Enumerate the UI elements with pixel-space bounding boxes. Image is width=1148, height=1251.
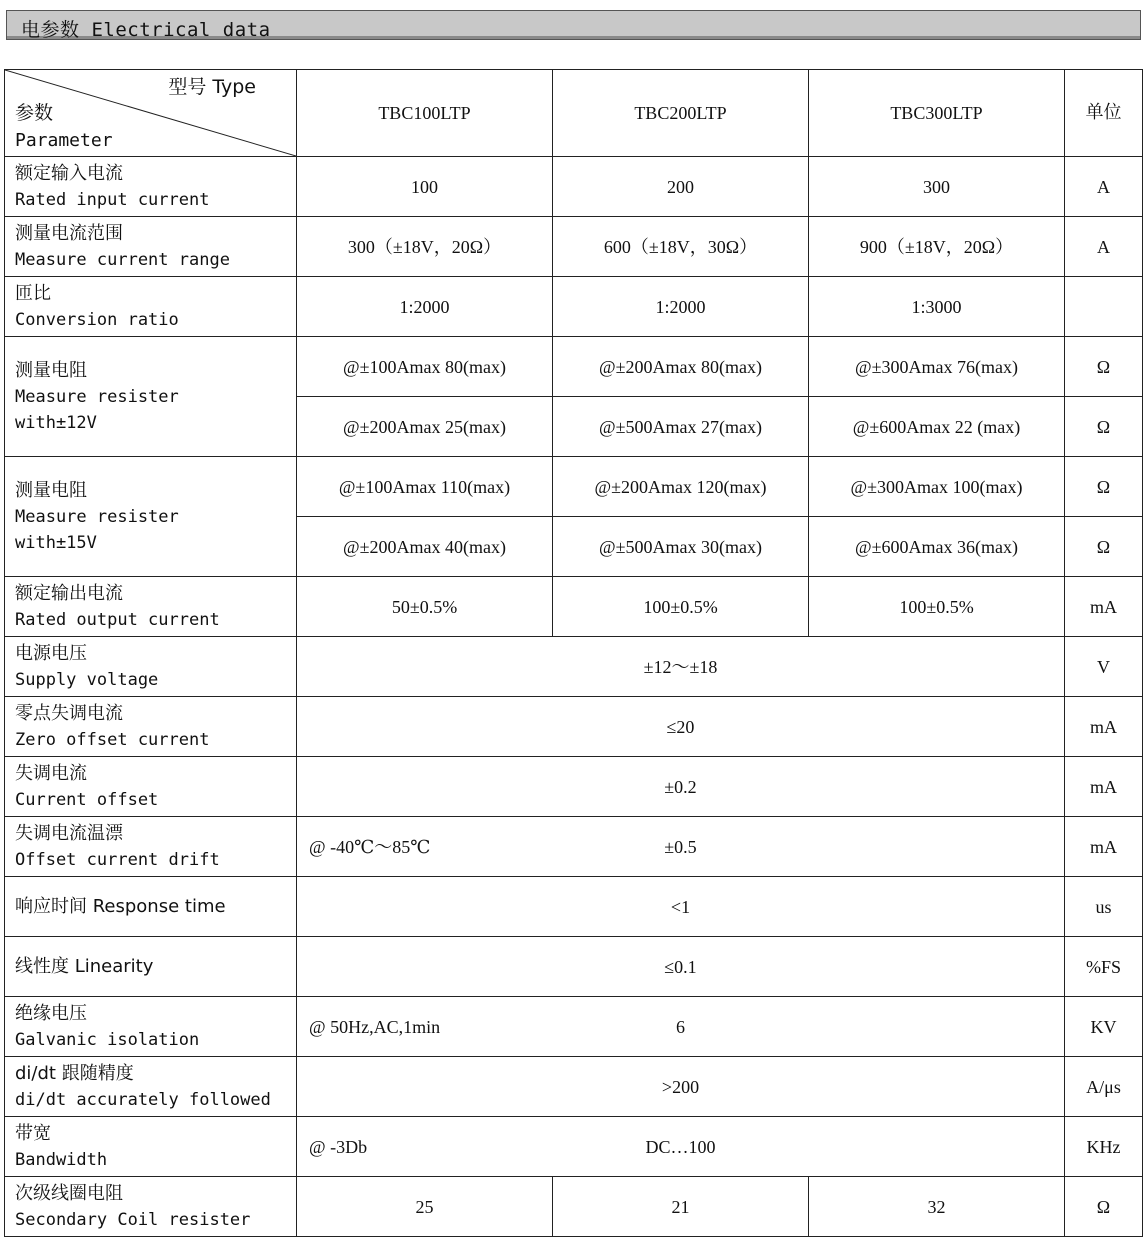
table-row [5,1177,1143,1237]
condition-note: @ -40℃～85℃ [309,836,431,857]
header-model-1: TBC100LTP [297,70,553,157]
header-model-3: TBC300LTP [809,70,1065,157]
section-title: 电参数 Electrical data [21,19,271,41]
table-row [5,217,1143,277]
value-cell: @±200Amax 40(max) [297,517,553,577]
condition-note: @ -3Db [309,1136,368,1157]
table-row [5,937,1143,997]
param-conversion: 匝比 Conversion ratio [5,277,297,337]
table-row [5,817,1143,877]
value-cell: ≤0.1 [297,937,1065,997]
value-cell: >200 [297,1057,1065,1117]
value-cell: 900（±18V，20Ω） [809,217,1065,277]
value-cell: 300（±18V，20Ω） [297,217,553,277]
value-cell: ≤20 [297,697,1065,757]
table-row [5,637,1143,697]
table-row [5,577,1143,637]
electrical-data-table [4,69,1143,1237]
param-secondary: 次级线圈电阻 Secondary Coil resister [5,1177,297,1237]
value-cell: @±300Amax 100(max) [809,457,1065,517]
unit-cell: A/μs [1065,1057,1143,1117]
value-text: DC…100 [645,1136,716,1157]
value-cell: @±200Amax 120(max) [553,457,809,517]
param-resister-15v: 测量电阻 Measure resister with±15V [5,457,297,577]
value-cell: ±0.2 [297,757,1065,817]
unit-cell: mA [1065,697,1143,757]
section-header-bar [6,10,1141,40]
header-unit: 单位 [1065,70,1143,157]
value-cell: 21 [553,1177,809,1237]
unit-cell: %FS [1065,937,1143,997]
table-row [5,277,1143,337]
param-rated-input: 额定输入电流 Rated input current [5,157,297,217]
unit-cell: us [1065,877,1143,937]
value-cell: @±200Amax 80(max) [553,337,809,397]
value-cell: 100 [297,157,553,217]
param-measure-range: 测量电流范围 Measure current range [5,217,297,277]
unit-cell: Ω [1065,457,1143,517]
unit-cell: Ω [1065,1177,1143,1237]
value-cell: 100±0.5% [553,577,809,637]
param-linearity: 线性度 Linearity [5,937,297,997]
table-row [5,457,1143,517]
value-cell: 1:2000 [297,277,553,337]
unit-cell: KHz [1065,1117,1143,1177]
value-cell: @±600Amax 22 (max) [809,397,1065,457]
table-row [5,997,1143,1057]
value-cell: @±500Amax 27(max) [553,397,809,457]
table-row [5,157,1143,217]
header-param-cn: 参数 [15,102,54,124]
header-model-2: TBC200LTP [553,70,809,157]
header-corner-cell [5,70,297,157]
value-cell: 25 [297,1177,553,1237]
param-current-offset: 失调电流 Current offset [5,757,297,817]
unit-cell: Ω [1065,397,1143,457]
table-header-row [5,70,1143,157]
value-cell: 100±0.5% [809,577,1065,637]
param-rated-output: 额定输出电流 Rated output current [5,577,297,637]
value-cell: 600（±18V，30Ω） [553,217,809,277]
condition-note: @ 50Hz,AC,1min [309,1016,441,1037]
value-cell: @±600Amax 36(max) [809,517,1065,577]
param-offset-drift: 失调电流温漂 Offset current drift [5,817,297,877]
value-cell [297,997,1065,1057]
value-cell: @±100Amax 110(max) [297,457,553,517]
unit-cell: V [1065,637,1143,697]
value-cell [297,817,1065,877]
value-cell: 300 [809,157,1065,217]
param-resister-12v: 测量电阻 Measure resister with±12V [5,337,297,457]
value-cell [297,1117,1065,1177]
param-bandwidth: 带宽 Bandwidth [5,1117,297,1177]
table-row [5,697,1143,757]
value-cell: @±300Amax 76(max) [809,337,1065,397]
table-row [5,877,1143,937]
unit-cell: mA [1065,757,1143,817]
value-cell: 200 [553,157,809,217]
unit-cell: KV [1065,997,1143,1057]
value-cell: @±100Amax 80(max) [297,337,553,397]
table-row [5,1117,1143,1177]
unit-cell: mA [1065,577,1143,637]
table-row [5,1057,1143,1117]
value-cell: ±12～±18 [297,637,1065,697]
unit-cell: A [1065,157,1143,217]
value-cell: @±200Amax 25(max) [297,397,553,457]
value-cell: 1:3000 [809,277,1065,337]
table-row [5,337,1143,397]
value-cell: 50±0.5% [297,577,553,637]
unit-cell: A [1065,217,1143,277]
unit-cell: Ω [1065,337,1143,397]
header-type-label: 型号 Type [168,76,256,98]
unit-cell: mA [1065,817,1143,877]
header-param-en: Parameter [15,130,113,151]
param-supply: 电源电压 Supply voltage [5,637,297,697]
value-text: 6 [676,1016,685,1037]
value-cell: 1:2000 [553,277,809,337]
value-cell: <1 [297,877,1065,937]
value-text: ±0.5 [664,836,697,857]
value-cell: @±500Amax 30(max) [553,517,809,577]
value-cell: 32 [809,1177,1065,1237]
param-response: 响应时间 Response time [5,877,297,937]
param-zero-offset: 零点失调电流 Zero offset current [5,697,297,757]
unit-cell [1065,277,1143,337]
unit-cell: Ω [1065,517,1143,577]
param-isolation: 绝缘电压 Galvanic isolation [5,997,297,1057]
param-didt: di/dt 跟随精度 di/dt accurately followed [5,1057,297,1117]
table-row [5,757,1143,817]
